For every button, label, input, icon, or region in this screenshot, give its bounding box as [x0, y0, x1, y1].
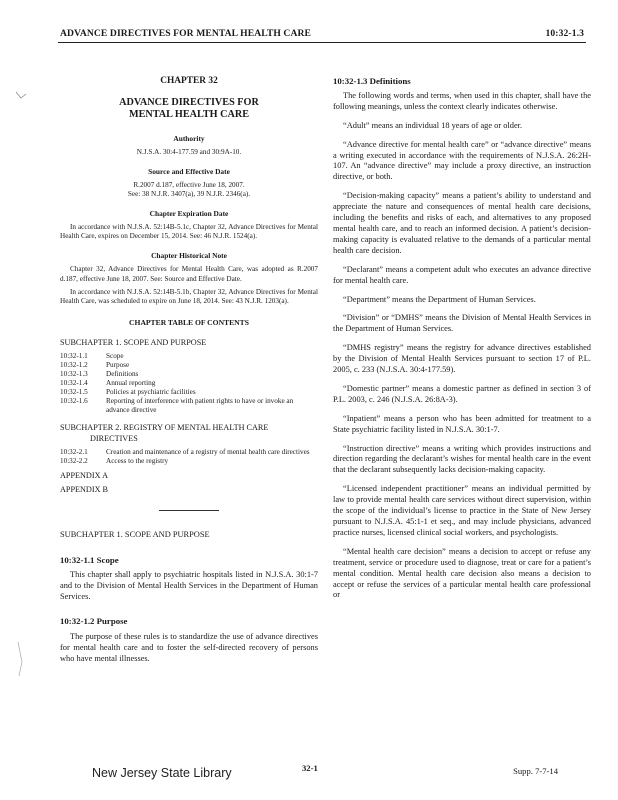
source-heading: Source and Effective Date	[148, 166, 230, 176]
toc-entry-number: 10:32-1.5	[60, 387, 88, 396]
section-text-scope: This chapter shall apply to psychiatric hospitals listed in N.J.S.A. 30:1-7 and to the Division of Mental Health Services in the Department of Human Services.	[60, 570, 318, 602]
toc-entry	[60, 352, 318, 361]
toc-subchapter-title-line: DIRECTIVES	[90, 433, 138, 443]
toc-subchapter-title-line: SUBCHAPTER 2. REGISTRY OF MENTAL HEALTH CARE	[60, 422, 269, 432]
toc-entry-text: Reporting of interference with patient rights to have or invoke an advance directive	[106, 396, 294, 414]
authority-heading: Authority	[173, 133, 205, 143]
section-text-purpose: The purpose of these rules is to standardize the use of advance directives for mental health care and to foster the self-directed recovery of persons who have mental illnesses.	[60, 632, 318, 663]
history-heading: Chapter Historical Note	[151, 251, 227, 261]
toc-entry	[60, 379, 318, 388]
scan-margin-mark	[14, 88, 28, 128]
history-block	[60, 251, 318, 306]
expiration-text: In accordance with N.J.S.A. 52:14B-5.1c, Chapter 32, Advance Directives for Mental Health Care, expires on December 15, 2014. See: 46 N.J.R. 1524(a).	[60, 223, 318, 241]
toc-entry	[60, 457, 318, 466]
definition-paragraph: “Advance directive for mental health care” or “advance directive” means a writing executed in accordance with the requirements of N.J.S.A. 26:2H-107. An “advance directive” may include a proxy directive, an instruction directive, or both.	[333, 139, 591, 182]
toc-entry	[60, 397, 318, 415]
header-title: ADVANCE DIRECTIVES FOR MENTAL HEALTH CARE	[60, 28, 312, 39]
section-heading-purpose: 10:32-1.2 Purpose	[60, 616, 128, 627]
toc-list	[60, 352, 318, 415]
toc-appendix: APPENDIX A	[60, 470, 108, 480]
history-paragraph: In accordance with N.J.S.A. 52:14B-5.1b, Chapter 32, Advance Directives for Mental Health Care, was scheduled to expire on June 18, 2014. See: 43 N.J.R. 1203(a).	[60, 287, 318, 305]
definition-paragraph: “Decision-making capacity” means a patient’s ability to understand and appreciate the nature and consequences of mental health care decisions, including the benefits and risks of each, and alternatives to any proposed mental health care, and to reach an informed decision. A patient’s decision-making capacity is evaluated relative to the demands of a particular mental health care decision.	[333, 191, 591, 255]
toc-entry-number: 10:32-1.2	[60, 360, 88, 369]
toc-heading: CHAPTER TABLE OF CONTENTS	[129, 318, 249, 328]
section-heading-scope: 10:32-1.1 Scope	[60, 554, 119, 565]
source-line: See: 38 N.J.R. 3407(a), 39 N.J.R. 2346(a).	[127, 189, 251, 198]
source-block	[60, 167, 318, 199]
definition-paragraph: “Department” means the Department of Human Services.	[343, 294, 536, 304]
section-divider	[159, 510, 219, 511]
toc-entry	[60, 370, 318, 379]
toc-entry-number: 10:32-2.1	[60, 447, 88, 456]
toc-entry	[60, 361, 318, 370]
toc-entry-text: Creation and maintenance of a registry of mental health care directives	[106, 447, 310, 456]
toc-subchapter-title	[60, 423, 318, 445]
page-footer	[0, 760, 618, 784]
section-heading-definitions: 10:32-1.3 Definitions	[333, 76, 411, 86]
toc-entry	[60, 388, 318, 397]
definition-paragraph: “Instruction directive” means a writing which provides instructions and direction regarding the declarant’s wishes for mental health care in the event that the declarant subsequently lacks decision-making capacity.	[333, 443, 591, 475]
definitions-intro: The following words and terms, when used in this chapter, shall have the following meanings, unless the context clearly indicates otherwise.	[333, 90, 591, 111]
toc-entry-text: Policies at psychiatric facilities	[106, 387, 196, 396]
toc-entry	[60, 448, 318, 457]
authority-block	[60, 134, 318, 157]
library-watermark: New Jersey State Library	[92, 766, 232, 780]
definition-paragraph: “Declarant” means a competent adult who executes an advance directive for mental health care.	[333, 264, 591, 285]
chapter-title-line: ADVANCE DIRECTIVES FOR	[119, 96, 259, 108]
chapter-title	[60, 97, 318, 122]
toc-entry-number: 10:32-1.3	[60, 369, 88, 378]
toc-list	[60, 448, 318, 466]
toc-entry-text: Definitions	[106, 369, 139, 378]
definition-paragraph: “Domestic partner” means a domestic partner as defined in section 3 of P.L. 2003, c. 246 (N.J.S.A. 26:8A-3).	[333, 383, 591, 404]
expiration-heading: Chapter Expiration Date	[149, 209, 229, 219]
toc-entry-text: Annual reporting	[106, 378, 156, 387]
supplement-date: Supp. 7-7-14	[513, 766, 558, 776]
definition-paragraph: “Adult” means an individual 18 years of age or older.	[343, 120, 523, 130]
toc-entry-number: 10:32-1.1	[60, 351, 88, 360]
toc-entry-number: 10:32-1.6	[60, 396, 88, 405]
subchapter-heading: SUBCHAPTER 1. SCOPE AND PURPOSE	[60, 529, 210, 539]
definition-paragraph: “DMHS registry” means the registry for advance directives established by the Division of Mental Health Services pursuant to section 17 of P.L. 2005, c. 233 (N.J.S.A. 30:4-177.59).	[333, 343, 591, 375]
running-header	[58, 26, 586, 43]
definition-paragraph: “Inpatient” means a person who has been admitted for treatment to a State psychiatric facility listed in N.J.S.A. 30:1-7.	[333, 413, 591, 434]
definition-paragraph: “Mental health care decision” means a decision to accept or refuse any treatment, service or procedure used to diagnose, treat or care for a patient’s mental condition. Mental health care decision also means a decision to accept or refuse the services of a particular mental health care professional or	[333, 546, 591, 600]
chapter-title-line: MENTAL HEALTH CARE	[128, 109, 249, 121]
scan-margin-mark	[14, 640, 28, 680]
toc-appendix: APPENDIX B	[60, 484, 108, 494]
toc-entry-number: 10:32-2.2	[60, 456, 88, 465]
toc-entry-text: Scope	[106, 351, 124, 360]
history-paragraph: Chapter 32, Advance Directives for Mental Health Care, was adopted as R.2007 d.187, effective June 18, 2007. See: Source and Effective Date.	[60, 265, 318, 283]
left-column	[60, 76, 318, 678]
chapter-number: CHAPTER 32	[160, 76, 218, 86]
authority-text: N.J.S.A. 30:4-177.59 and 30:9A-10.	[136, 147, 242, 156]
page-number: 32-1	[302, 763, 318, 773]
right-column	[333, 76, 591, 609]
toc-entry-text: Access to the registry	[106, 456, 169, 465]
toc-entry-text: Purpose	[106, 360, 130, 369]
toc-subchapter-title: SUBCHAPTER 1. SCOPE AND PURPOSE	[60, 338, 207, 348]
source-line: R.2007 d.187, effective June 18, 2007.	[133, 180, 245, 189]
header-section-code: 10:32-1.3	[545, 28, 584, 39]
toc-entry-number: 10:32-1.4	[60, 378, 88, 387]
definition-paragraph: “Division” or “DMHS” means the Division of Mental Health Services in the Department of Human Services.	[333, 313, 591, 334]
definition-paragraph: “Licensed independent practitioner” means an individual permitted by law to provide mental health care services without direct supervision, within the scope of the individual’s license to practice in the State of New Jersey pursuant to N.J.S.A. 45:1-1 et seq., and may include physicians, advanced practice nurses, licensed clinical social workers, and psychologists.	[333, 484, 591, 537]
expiration-block	[60, 209, 318, 241]
